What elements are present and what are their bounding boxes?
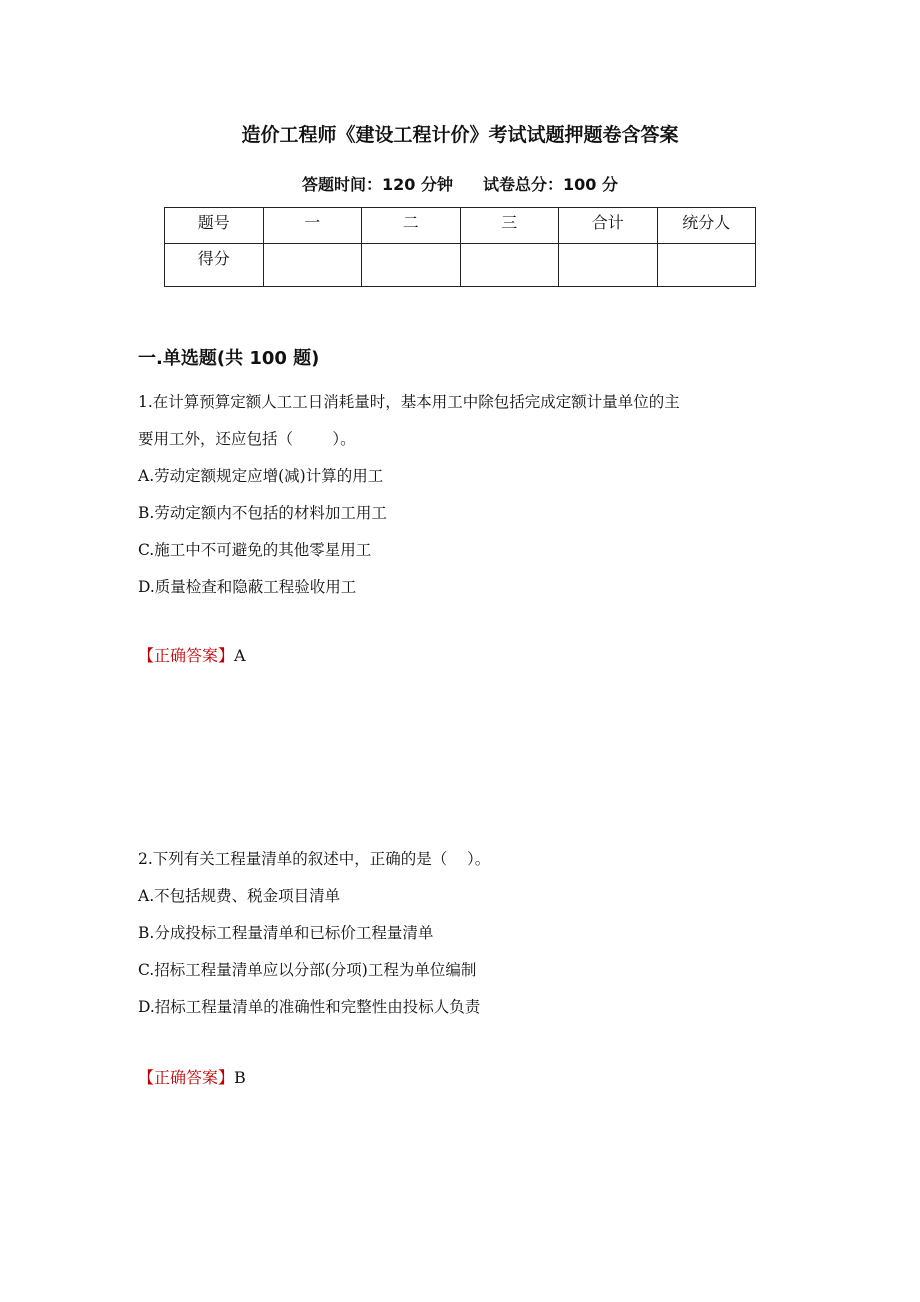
question-stem: 2.下列有关工程量清单的叙述中，正确的是（ ）。 [138, 850, 491, 868]
section-title: 一.单选题(共 100 题) [138, 348, 320, 369]
option-b: B.劳动定额内不包括的材料加工用工 [138, 504, 387, 522]
option-b: B.分成投标工程量清单和已标价工程量清单 [138, 924, 434, 942]
option-a: A.不包括规费、税金项目清单 [138, 887, 341, 905]
score-cell [263, 244, 362, 287]
score-header-cell: 题号 [165, 208, 264, 244]
total-score: 试卷总分：100 分 [483, 175, 618, 194]
score-header-cell: 三 [460, 208, 559, 244]
answer-2 [138, 1066, 246, 1090]
score-table-score-row [165, 244, 756, 287]
score-cell [657, 244, 756, 287]
option-a: A.劳动定额规定应增(减)计算的用工 [138, 467, 384, 485]
answer-label: 【正确答案】 [138, 646, 235, 665]
option-c: C.招标工程量清单应以分部(分项)工程为单位编制 [138, 961, 477, 979]
question-stem: 要用工外，还应包括（ ）。 [138, 430, 356, 448]
score-table-header-row [165, 208, 756, 244]
score-header-cell: 二 [362, 208, 461, 244]
option-d: D.招标工程量清单的准确性和完整性由投标人负责 [138, 998, 481, 1016]
answer-value: A [234, 646, 246, 665]
score-header-cell: 一 [263, 208, 362, 244]
exam-info [0, 173, 920, 197]
question-2 [138, 841, 788, 1026]
score-table [164, 207, 756, 287]
option-d: D.质量检查和隐蔽工程验收用工 [138, 578, 357, 596]
score-header-cell: 统分人 [657, 208, 756, 244]
answer-label: 【正确答案】 [138, 1068, 235, 1087]
question-stem: 1.在计算预算定额人工工日消耗量时，基本用工中除包括完成定额计量单位的主 [138, 393, 680, 411]
score-cell [362, 244, 461, 287]
score-header-cell: 合计 [559, 208, 658, 244]
question-1 [138, 384, 788, 606]
score-cell [559, 244, 658, 287]
exam-time: 答题时间：120 分钟 [302, 175, 453, 194]
score-row-label: 得分 [165, 244, 264, 287]
option-c: C.施工中不可避免的其他零星用工 [138, 541, 372, 559]
answer-value: B [234, 1068, 246, 1087]
answer-1 [138, 644, 246, 668]
score-cell [460, 244, 559, 287]
document-title: 造价工程师《建设工程计价》考试试题押题卷含答案 [241, 124, 679, 146]
